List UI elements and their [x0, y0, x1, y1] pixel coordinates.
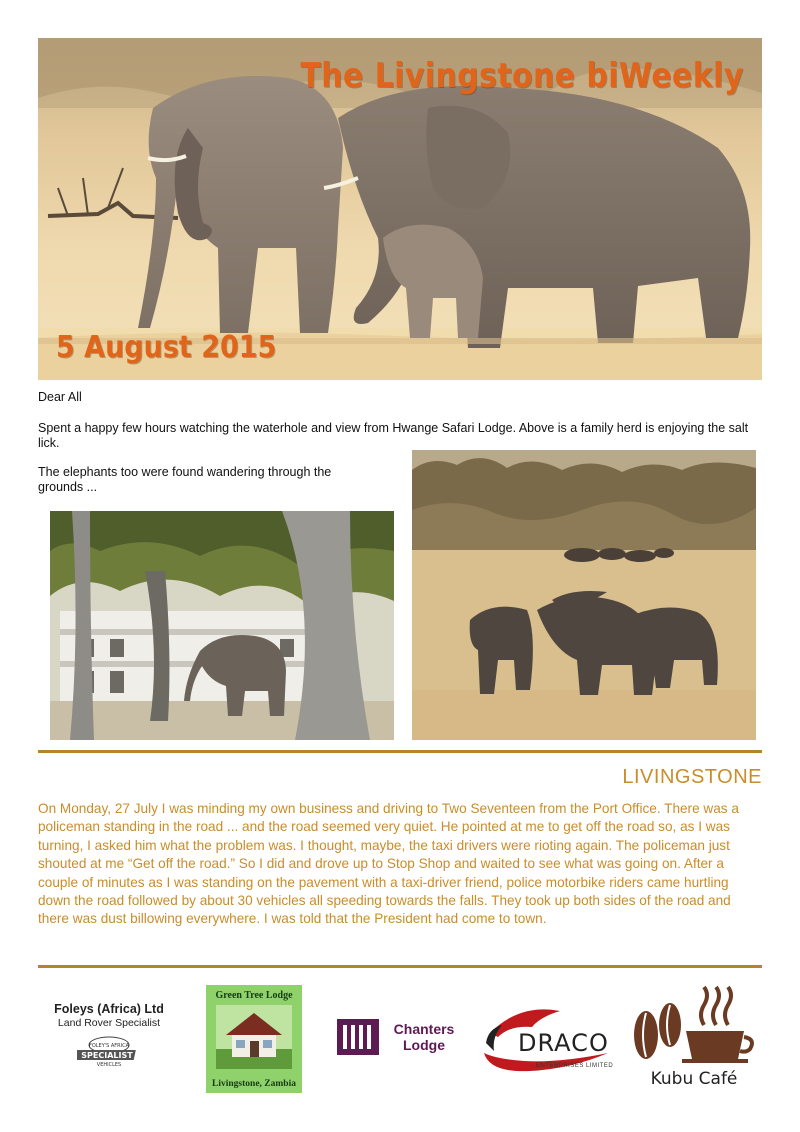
foleys-tagline: Land Rover Specialist: [57, 1017, 161, 1029]
section-divider: [38, 750, 762, 753]
intro-paragraph: Spent a happy few hours watching the waterhole and view from Hwange Safari Lodge. Above is a family herd is enjoying the salt lick.: [38, 421, 749, 450]
foleys-logo: [42, 1002, 176, 1078]
chanters-name: [383, 1021, 465, 1053]
draco-name: DRACO: [518, 1029, 609, 1057]
foleys-badge-bottom: VEHICLES: [96, 1062, 122, 1067]
section-heading: LIVINGSTONE: [622, 766, 762, 788]
kubu-cafe-logo: [630, 985, 758, 1091]
hero-banner-photo: [38, 38, 762, 380]
chanters-line-1: Chanters: [393, 1021, 455, 1037]
chanters-lodge-logo: [333, 1015, 468, 1059]
foleys-name: Foleys (Africa) Ltd: [54, 1002, 164, 1016]
chanters-bars-icon: [337, 1019, 379, 1055]
lodge-cottage-icon: [216, 1005, 292, 1069]
specialist-vehicles-badge-icon: [77, 1035, 141, 1067]
green-tree-location: Livingstone, Zambia: [212, 1079, 296, 1089]
draco-enterprises-logo: [480, 1003, 614, 1079]
green-tree-name: Green Tree Lodge: [215, 990, 293, 1001]
chanters-line-2: Lodge: [403, 1037, 445, 1053]
green-tree-lodge-logo: [206, 985, 302, 1093]
foleys-badge-top: FOLEY'S AFRICA: [88, 1043, 130, 1049]
lodge-elephant-photo: [50, 511, 394, 740]
coffee-cup-icon: [630, 985, 758, 1067]
newsletter-title: The Livingstone biWeekly: [300, 56, 744, 96]
savanna-herd-photo: [412, 450, 756, 740]
greeting-text: Dear All: [38, 390, 82, 404]
elephant-note-text: The elephants too were found wandering through the grounds ...: [38, 465, 332, 494]
kubu-name: Kubu Café: [650, 1069, 738, 1089]
foleys-badge-main: SPECIALIST: [81, 1051, 133, 1060]
section-body-text: On Monday, 27 July I was minding my own business and driving to Two Seventeen from the Port Office. There was a policeman standing in the road ... and the road seemed very quiet. He pointed at me to get off the road so, as I was turning, I asked him what the problem was. I thought, maybe, the taxi drivers were rioting again. The policeman just shouted at me “Get off the road.” So I did and drove up to Stop Shop and waited to see what was going on. After a couple of minutes as I was standing on the pavement with a taxi-driver friend, police motorbike riders came hurtling down the road followed by about 30 vehicles all speeding towards the falls. They took up both sides of the road and there was dust billowing everywhere. I was told that the President had come to town.: [38, 801, 739, 927]
footer-divider: [38, 965, 762, 968]
issue-date: 5 August 2015: [56, 330, 277, 365]
draco-tagline: ENTERPRISES LIMITED: [536, 1063, 614, 1069]
